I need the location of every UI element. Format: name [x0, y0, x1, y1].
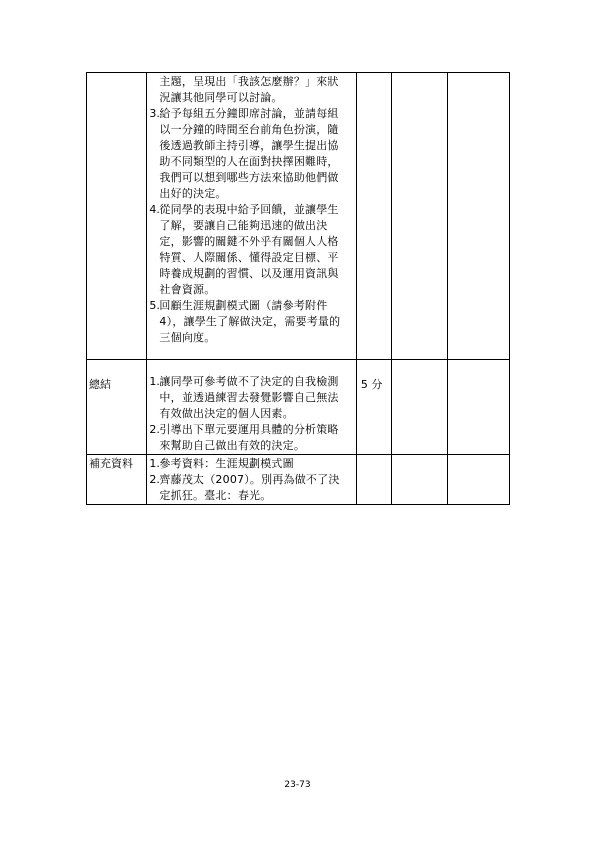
text-line: 我們可以想到哪些方法來協助他們做 [159, 171, 339, 184]
list-item [149, 106, 355, 202]
item-number: 5. [149, 299, 160, 312]
text-line: 來幫助自己做出有效的決定。 [159, 439, 306, 452]
item-number: 2. [149, 473, 160, 486]
empty-cell [447, 455, 509, 505]
list-item [149, 472, 355, 504]
table-row-summary [87, 360, 510, 455]
row-label [87, 73, 147, 360]
item-number: 3. [149, 107, 160, 120]
row-label-summary: 總結 [87, 360, 147, 455]
row-label-supplementary: 補充資料 [87, 455, 147, 505]
item-number: 1. [149, 457, 160, 470]
text-line: 讓同學可參考做不了決定的自我檢測 [159, 375, 339, 388]
time-cell [356, 73, 391, 360]
list-item [149, 456, 355, 472]
item-number: 2. [149, 423, 160, 436]
text-line: 給予每組五分鐘即席討論，並請每組 [159, 107, 339, 120]
time-cell-summary: 5 分 [356, 360, 391, 455]
text-line: 了解，要讓自己能夠迅速的做出決 [159, 219, 328, 232]
text-line: 回顧生涯規劃模式圖（請參考附件 [159, 299, 328, 312]
text-line: 參考資料：生涯規劃模式圖 [159, 457, 294, 470]
text-line: 出好的決定。 [159, 187, 227, 200]
table-row-supplementary [87, 455, 510, 505]
text-line: 定抓狂。臺北：春光。 [159, 489, 272, 502]
text-line: 4），讓學生了解做決定，需要考量的 [159, 315, 341, 328]
empty-cell [392, 73, 447, 360]
empty-cell [392, 455, 447, 505]
list-item [149, 422, 355, 454]
text-line: 引導出下單元要運用具體的分析策略 [159, 423, 339, 436]
time-cell-supplementary [356, 455, 391, 505]
item-number: 1. [149, 375, 160, 388]
text-line: 三個向度。 [159, 331, 216, 344]
text-line: 後透過教師主持引導，讓學生提出協 [159, 139, 339, 152]
text-line: 中，並透過練習去發覺影響自己無法 [159, 391, 339, 404]
text-line: 有效做出決定的個人因素。 [159, 407, 294, 420]
lesson-plan-table [86, 72, 510, 505]
activity-content [147, 73, 356, 360]
empty-cell [447, 360, 509, 455]
list-item [149, 374, 355, 422]
page-number: 23-73 [284, 780, 311, 790]
table-row-activity [87, 73, 510, 360]
text-line: 時養成規劃的習慣、以及運用資訊與 [159, 267, 339, 280]
text-line: 特質、人際關係、懂得設定目標、平 [159, 251, 339, 264]
item-number: 4. [149, 203, 160, 216]
empty-cell [392, 360, 447, 455]
summary-content [147, 360, 356, 455]
list-item [149, 298, 355, 346]
text-line: 齊藤茂太（2007）。別再為做不了決 [159, 473, 340, 486]
text-line: 社會資源。 [159, 283, 216, 296]
text-line: 以一分鐘的時間至台前角色扮演，隨 [159, 123, 339, 136]
continued-text [149, 74, 355, 106]
text-line: 助不同類型的人在面對抉擇困難時， [159, 155, 339, 168]
empty-cell [447, 73, 509, 360]
text-line: 定，影響的關鍵不外乎有關個人人格 [159, 235, 339, 248]
list-item [149, 202, 355, 298]
text-line: 從同學的表現中給予回饋，並讓學生 [159, 203, 339, 216]
supplementary-content [147, 455, 356, 505]
text-line: 主題，呈現出「我該怎麼辦？」來狀 [159, 75, 339, 88]
text-line: 況讓其他同學可以討論。 [159, 91, 283, 104]
